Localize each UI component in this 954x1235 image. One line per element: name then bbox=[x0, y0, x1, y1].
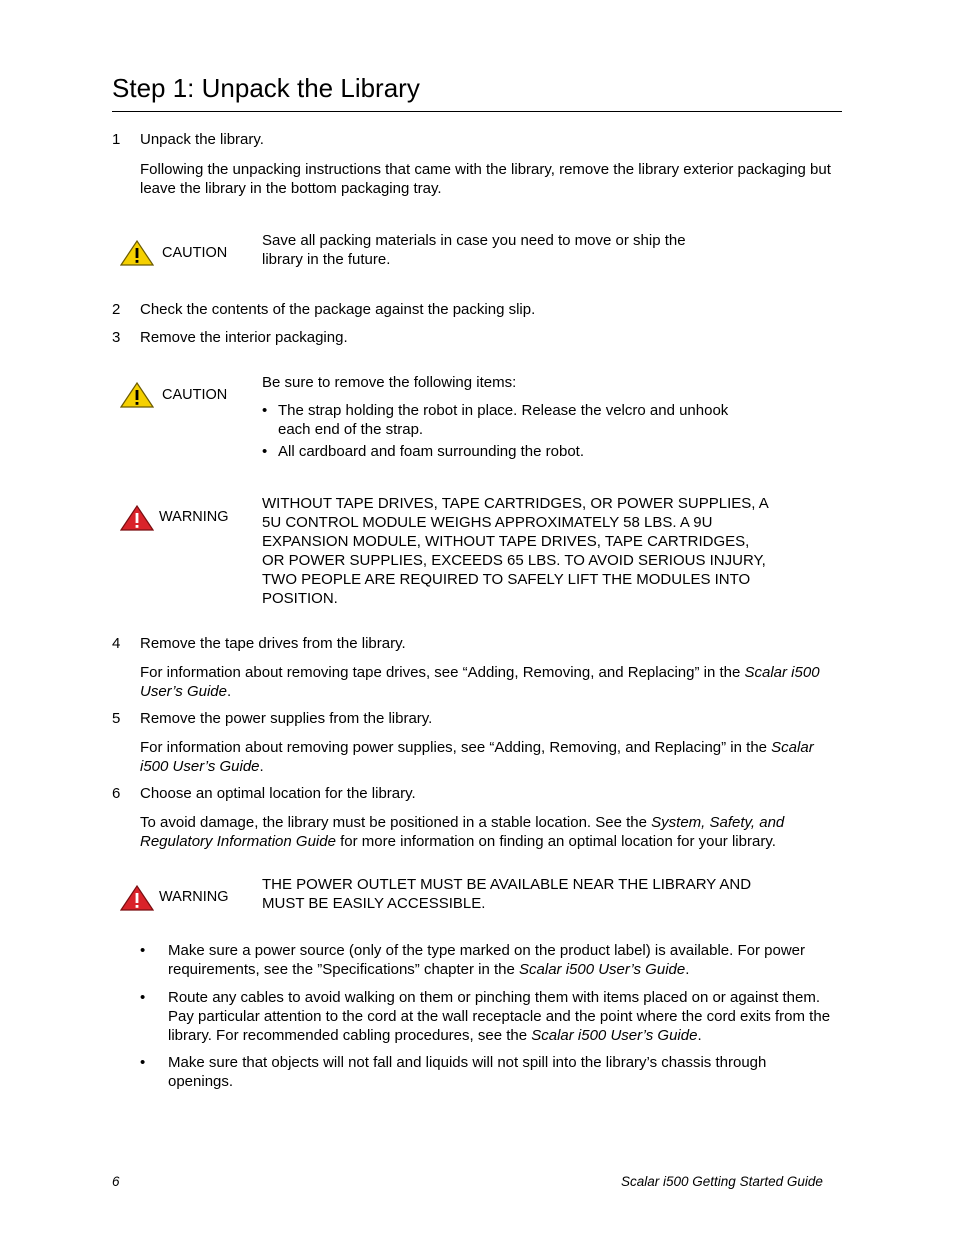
step-title: Remove the power supplies from the library. bbox=[140, 710, 433, 727]
guide-reference: System, Safety, and Regulatory Information Guide bbox=[140, 814, 785, 850]
step-number: 5 bbox=[112, 710, 121, 727]
bullet-marker: • bbox=[262, 443, 268, 460]
caution-item-text: The strap holding the robot in place. Release the velcro and unhook each end of the strap. bbox=[278, 402, 729, 438]
step-title: Check the contents of the package against the packing slip. bbox=[140, 301, 536, 318]
step-number: 2 bbox=[112, 301, 121, 318]
warning-label: WARNING bbox=[159, 889, 229, 905]
list-item: Route any cables to avoid walking on them or pinching them with items placed on or against them. Pay particular attention to the cord at the wall receptacle and the point where the cord exits from the library. For recommended cabling procedures, see the Scalar i500 User’s Guide. bbox=[168, 989, 831, 1044]
step-title: Remove the interior packaging. bbox=[140, 329, 348, 346]
step-body: For information about removing tape drives, see “Adding, Removing, and Replacing” in the Scalar i500 User’s Guide. bbox=[140, 664, 820, 700]
footer-title: Scalar i500 Getting Started Guide bbox=[621, 1174, 823, 1189]
bullet-marker: • bbox=[262, 402, 268, 419]
warning-icon bbox=[120, 505, 154, 531]
caution-intro: Be sure to remove the following items: bbox=[262, 374, 517, 391]
warning-icon bbox=[120, 885, 154, 911]
step-number: 6 bbox=[112, 785, 121, 802]
warning-text: WITHOUT TAPE DRIVES, TAPE CARTRIDGES, OR POWER SUPPLIES, A 5U CONTROL MODULE WEIGHS APPROXIMATELY 58 LBS. A 9U EXPANSION MODULE, WITHOUT TAPE DRIVES, TAPE CARTRIDGES, OR POWER SUPPLIES, EXCEEDS 65 LBS. TO AVOID SERIOUS INJURY, TWO PEOPLE ARE REQUIRED TO SAFELY LIFT THE MODULES INTO POSITION. bbox=[262, 495, 768, 607]
list-item bbox=[262, 442, 762, 461]
step-title: Remove the tape drives from the library. bbox=[140, 635, 406, 652]
warning-text: THE POWER OUTLET MUST BE AVAILABLE NEAR THE LIBRARY AND MUST BE EASILY ACCESSIBLE. bbox=[262, 876, 752, 912]
caution-label: CAUTION bbox=[162, 387, 228, 403]
guide-reference: Scalar i500 User’s Guide bbox=[519, 961, 686, 978]
step-number: 1 bbox=[112, 131, 121, 148]
guide-reference: Scalar i500 User’s Guide bbox=[140, 664, 820, 700]
guide-reference: Scalar i500 User’s Guide bbox=[531, 1027, 698, 1044]
caution-icon bbox=[120, 382, 154, 408]
page-number: 6 bbox=[112, 1174, 120, 1189]
page-title: Step 1: Unpack the Library bbox=[112, 73, 420, 103]
caution-item-text: All cardboard and foam surrounding the robot. bbox=[278, 443, 585, 460]
caution-label: CAUTION bbox=[162, 245, 228, 261]
step-body: Following the unpacking instructions that came with the library, remove the library exterior packaging but leave the library in the bottom packaging tray. bbox=[140, 161, 831, 197]
bullet-marker: • bbox=[140, 989, 146, 1006]
list-item: Make sure that objects will not fall and liquids will not spill into the library’s chassis through openings. bbox=[168, 1054, 767, 1090]
warning-label: WARNING bbox=[159, 509, 229, 525]
step-body: To avoid damage, the library must be positioned in a stable location. See the System, Safety, and Regulatory Information Guide for more information on finding an optimal location for your library. bbox=[140, 814, 785, 850]
caution-icon bbox=[120, 240, 154, 266]
list-item bbox=[262, 401, 762, 439]
list-item: Make sure a power source (only of the type marked on the product label) is available. For power requirements, see the ”Specifications” chapter in the Scalar i500 User’s Guide. bbox=[168, 942, 805, 978]
step-title: Choose an optimal location for the library. bbox=[140, 785, 416, 802]
caution-text: Save all packing materials in case you need to move or ship the library in the future. bbox=[262, 232, 686, 268]
bullet-marker: • bbox=[140, 942, 146, 959]
step-number: 3 bbox=[112, 329, 121, 346]
step-title: Unpack the library. bbox=[140, 131, 264, 148]
title-rule bbox=[112, 111, 842, 112]
step-body: For information about removing power supplies, see “Adding, Removing, and Replacing” in the Scalar i500 User’s Guide. bbox=[140, 739, 814, 775]
guide-reference: Scalar i500 User’s Guide bbox=[140, 739, 814, 775]
bullet-marker: • bbox=[140, 1054, 146, 1071]
step-number: 4 bbox=[112, 635, 121, 652]
